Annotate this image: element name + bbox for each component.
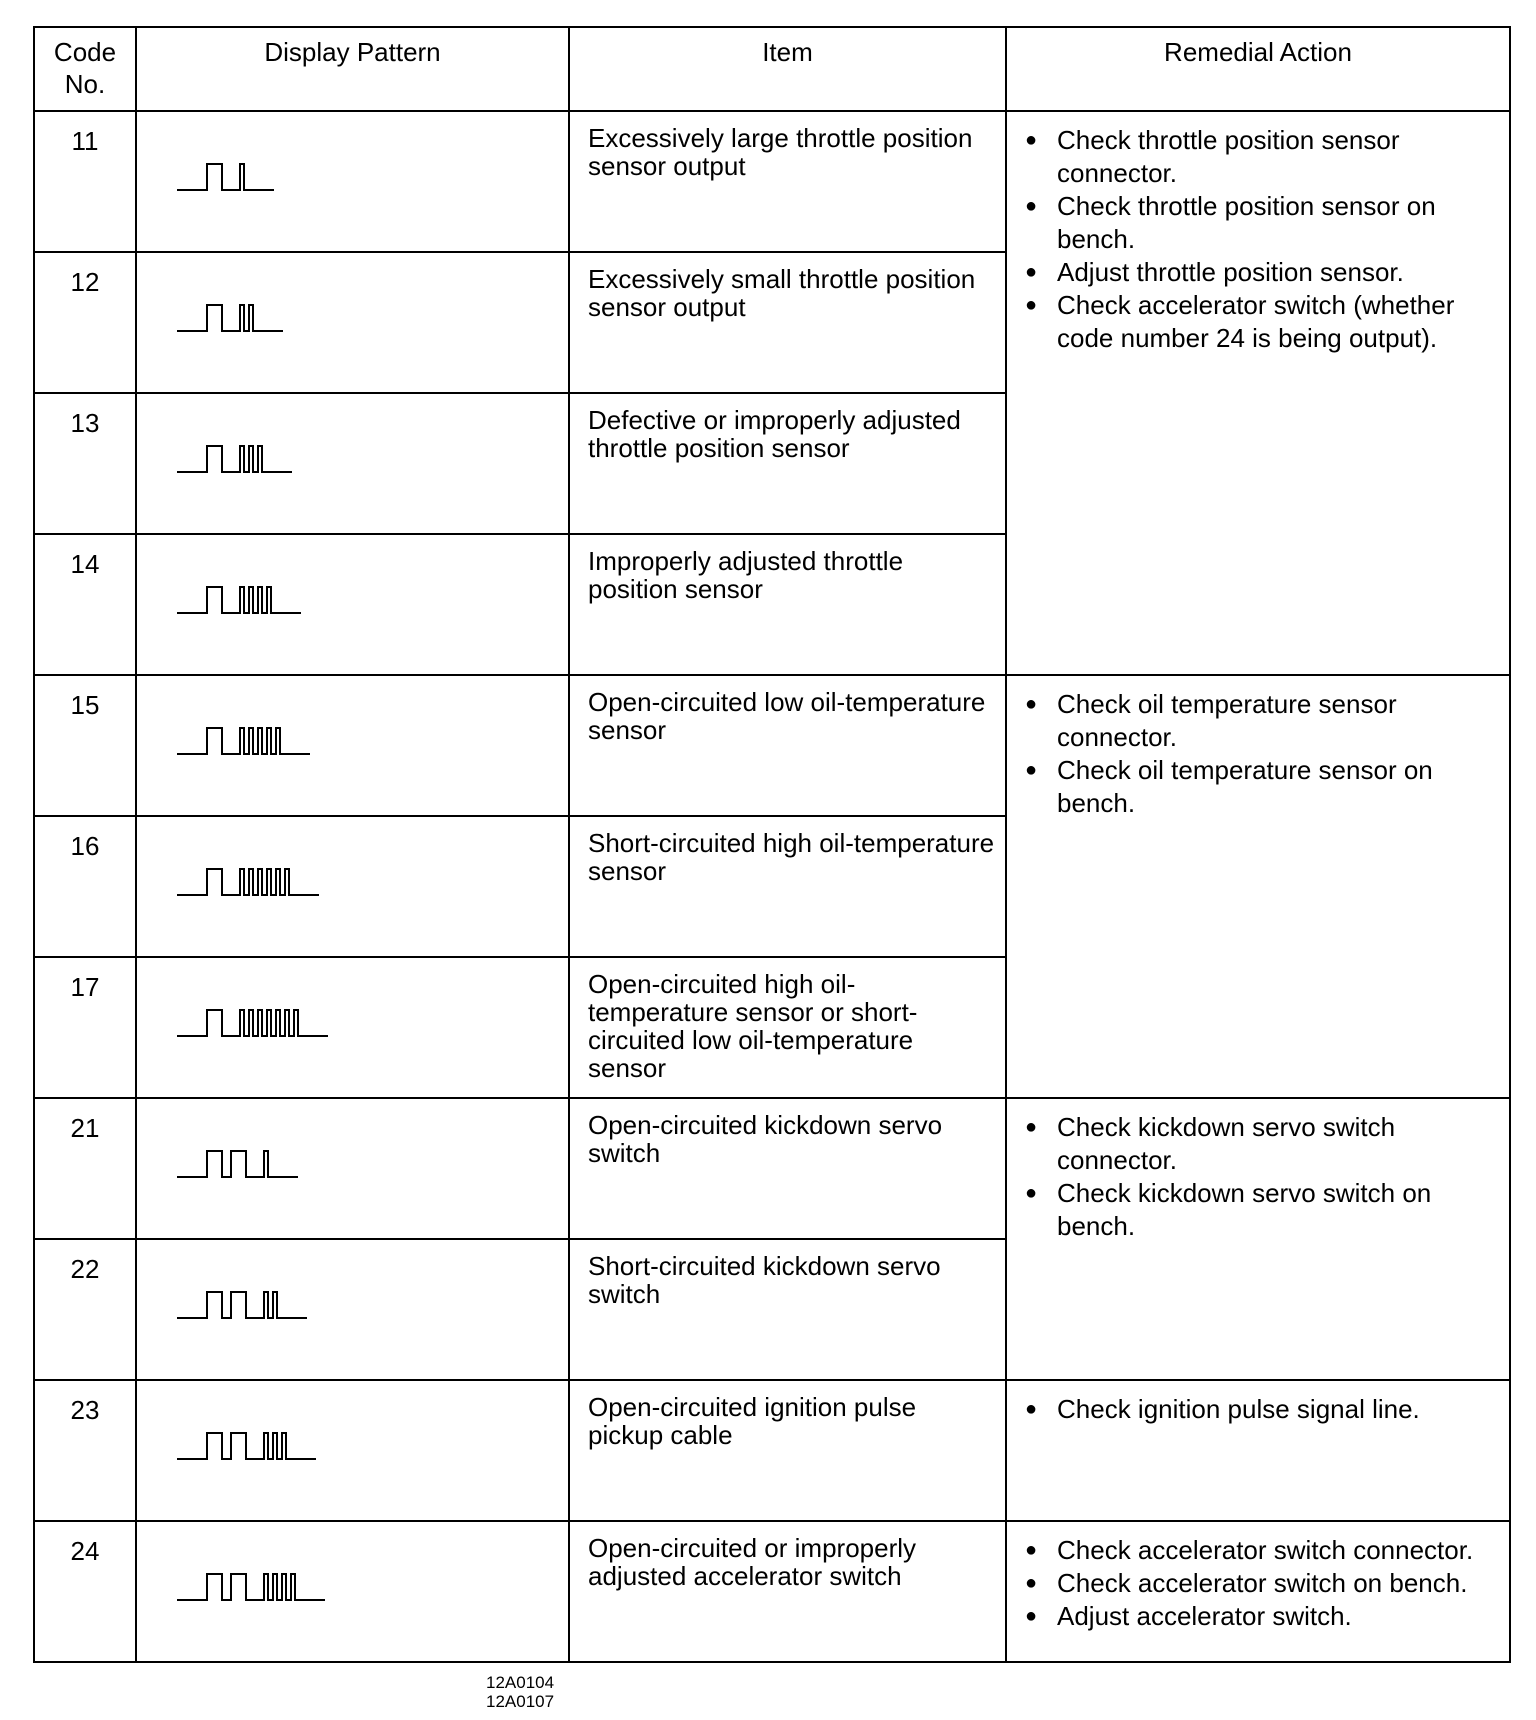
- fault-item: Open-circuited kickdown servo switch: [569, 1098, 1006, 1239]
- fault-item: Open-circuited or improperly adjusted accelerator switch: [569, 1521, 1006, 1662]
- table-row: [34, 111, 1510, 252]
- figure-code: 12A0104: [486, 1673, 555, 1692]
- code-number: 22: [34, 1239, 136, 1380]
- header-item: Item: [569, 27, 1006, 111]
- pulse-waveform: [177, 446, 292, 472]
- remedial-action-list: [1025, 1393, 1503, 1426]
- table-row: [34, 1521, 1510, 1662]
- header-display-pattern: Display Pattern: [136, 27, 569, 111]
- display-pattern-cell: [136, 111, 569, 252]
- remedial-action-item: ● Adjust accelerator switch.: [1025, 1600, 1503, 1633]
- display-pattern-cell: [136, 816, 569, 957]
- display-pattern-cell: [136, 534, 569, 675]
- code-number: 11: [34, 111, 136, 252]
- code-number: 23: [34, 1380, 136, 1521]
- remedial-action-item: ● Check oil temperature sensor connector.: [1025, 688, 1503, 754]
- pulse-pattern: [177, 442, 296, 478]
- remedial-action-cell: [1006, 675, 1510, 1098]
- diagnosis-code-table: [33, 26, 1511, 1663]
- pulse-waveform: [177, 1151, 298, 1177]
- pulse-pattern: [177, 724, 314, 760]
- table-header-row: [34, 27, 1510, 111]
- display-pattern-cell: [136, 675, 569, 816]
- remedial-action-item: ● Adjust throttle position sensor.: [1025, 256, 1503, 289]
- remedial-action-item: ● Check oil temperature sensor on bench.: [1025, 754, 1503, 820]
- remedial-action-list: [1025, 1111, 1503, 1243]
- code-number: 17: [34, 957, 136, 1098]
- remedial-action-item: ● Check kickdown servo switch connector.: [1025, 1111, 1503, 1177]
- remedial-action-item: ● Check throttle position sensor connector.: [1025, 124, 1503, 190]
- fault-item: Defective or improperly adjusted throttle position sensor: [569, 393, 1006, 534]
- code-number: 15: [34, 675, 136, 816]
- fault-item: Excessively small throttle position sensor output: [569, 252, 1006, 393]
- table-body: [34, 111, 1510, 1662]
- pulse-waveform: [177, 305, 283, 331]
- remedial-action-list: [1025, 688, 1503, 820]
- fault-item: Improperly adjusted throttle position sensor: [569, 534, 1006, 675]
- pulse-pattern: [177, 583, 305, 619]
- display-pattern-cell: [136, 252, 569, 393]
- fault-item: Open-circuited high oil-temperature sensor or short-circuited low oil-temperature sensor: [569, 957, 1006, 1098]
- pulse-pattern: [177, 1570, 329, 1606]
- display-pattern-cell: [136, 1380, 569, 1521]
- code-number: 21: [34, 1098, 136, 1239]
- fault-item: Short-circuited kickdown servo switch: [569, 1239, 1006, 1380]
- figure-code: 12A0107: [486, 1692, 555, 1711]
- display-pattern-cell: [136, 1521, 569, 1662]
- table-row: [34, 1380, 1510, 1521]
- pulse-waveform: [177, 728, 310, 754]
- remedial-action-item: ● Check accelerator switch connector.: [1025, 1534, 1503, 1567]
- pulse-pattern: [177, 301, 287, 337]
- remedial-action-cell: [1006, 1098, 1510, 1380]
- display-pattern-cell: [136, 957, 569, 1098]
- remedial-action-item: ● Check kickdown servo switch on bench.: [1025, 1177, 1503, 1243]
- fault-item: Excessively large throttle position sensor output: [569, 111, 1006, 252]
- code-number: 24: [34, 1521, 136, 1662]
- remedial-action-list: [1025, 1534, 1503, 1633]
- remedial-action-item: ● Check accelerator switch (whether code number 24 is being output).: [1025, 289, 1503, 355]
- display-pattern-cell: [136, 393, 569, 534]
- pulse-waveform: [177, 1010, 328, 1036]
- figure-codes: [486, 1673, 554, 1711]
- pulse-waveform: [177, 164, 274, 190]
- table-row: [34, 1098, 1510, 1239]
- fault-item: Open-circuited low oil-temperature sensor: [569, 675, 1006, 816]
- pulse-waveform: [177, 1433, 316, 1459]
- pulse-pattern: [177, 160, 278, 196]
- display-pattern-cell: [136, 1098, 569, 1239]
- code-number: 13: [34, 393, 136, 534]
- table-row: [34, 675, 1510, 816]
- pulse-waveform: [177, 869, 319, 895]
- pulse-waveform: [177, 1292, 307, 1318]
- code-number: 12: [34, 252, 136, 393]
- pulse-pattern: [177, 1147, 302, 1183]
- pulse-pattern: [177, 865, 323, 901]
- code-number: 14: [34, 534, 136, 675]
- header-code-no: Code No.: [34, 27, 136, 111]
- pulse-waveform: [177, 587, 301, 613]
- remedial-action-item: ● Check accelerator switch on bench.: [1025, 1567, 1503, 1600]
- remedial-action-item: ● Check throttle position sensor on bench.: [1025, 190, 1503, 256]
- remedial-action-cell: [1006, 111, 1510, 675]
- pulse-pattern: [177, 1429, 320, 1465]
- remedial-action-list: [1025, 124, 1503, 355]
- header-remedial-action: Remedial Action: [1006, 27, 1510, 111]
- fault-item: Open-circuited ignition pulse pickup cable: [569, 1380, 1006, 1521]
- pulse-waveform: [177, 1574, 325, 1600]
- remedial-action-cell: [1006, 1521, 1510, 1662]
- pulse-pattern: [177, 1288, 311, 1324]
- remedial-action-item: ● Check ignition pulse signal line.: [1025, 1393, 1503, 1426]
- display-pattern-cell: [136, 1239, 569, 1380]
- pulse-pattern: [177, 1006, 332, 1042]
- code-number: 16: [34, 816, 136, 957]
- fault-item: Short-circuited high oil-temperature sensor: [569, 816, 1006, 957]
- remedial-action-cell: [1006, 1380, 1510, 1521]
